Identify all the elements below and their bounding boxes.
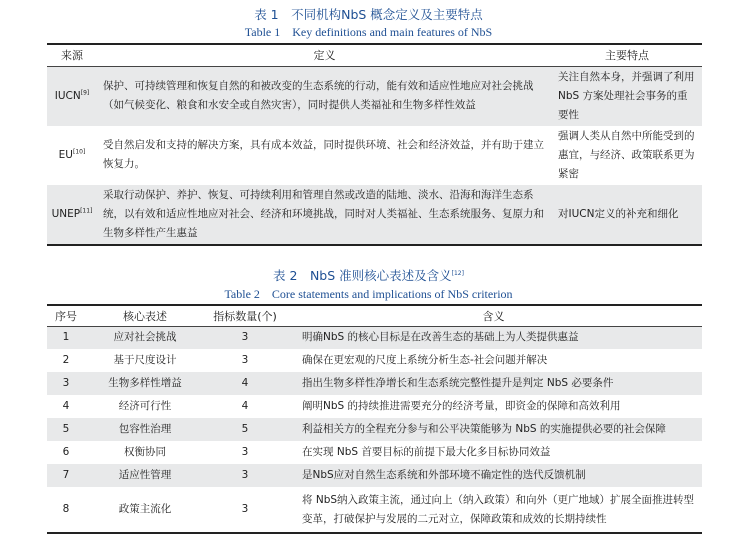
table2-count: 5: [205, 418, 285, 441]
table2-header-meaning: 含义: [285, 305, 702, 326]
table2-no: 6: [62, 446, 70, 458]
table2-no: 1: [47, 326, 85, 349]
table1-row: [47, 126, 702, 185]
table1-caption-cn: 表 1 不同机构NbS 概念定义及主要特点: [254, 7, 483, 22]
table1-source: UNEP: [51, 207, 81, 220]
table2-caption-cn: [0, 266, 737, 284]
table2-no: 3: [47, 372, 85, 395]
table2-count: 3: [205, 326, 285, 349]
table2-statement: 应对社会挑战: [85, 326, 205, 349]
table2-meaning: 确保在更宏观的尺度上系统分析生态-社会问题并解决: [302, 354, 548, 366]
table1-source-cell: [47, 185, 97, 245]
table1-header-source: 来源: [47, 44, 97, 66]
table1-header-feature: 主要特点: [552, 44, 702, 66]
table1-source-cell: [47, 66, 97, 126]
table1-row: [47, 66, 702, 126]
table2-statement: 生物多样性增益: [85, 372, 205, 395]
table2-no: 5: [47, 418, 85, 441]
table2-caption-text: 表 2 NbS 准则核心表述及含义: [273, 268, 452, 283]
table2-count: 3: [205, 464, 285, 487]
table2-count: 4: [241, 400, 249, 412]
table1-ref: [11]: [80, 207, 93, 214]
table1-feature: 对IUCN定义的补充和细化: [552, 185, 702, 245]
table2-count: 3: [241, 446, 249, 458]
table2-row: [47, 418, 702, 441]
table2-header-statement: 核心表述: [85, 305, 205, 326]
table2-count: 3: [241, 354, 249, 366]
table1-source-cell: [47, 126, 97, 185]
table1: [47, 43, 702, 246]
table1-caption-en: Table 1 Key definitions and main features of NbS: [244, 25, 493, 39]
table2-caption-en: Table 2 Core statements and implications of NbS criterion: [224, 287, 513, 301]
table2-header-no: 序号: [47, 305, 85, 326]
table2-count: 3: [241, 503, 249, 515]
table2-count: 4: [205, 372, 285, 395]
table1-feature: 强调人类从自然中所能受到的惠宜，与经济、政策联系更为紧密: [558, 129, 695, 180]
table2-row: [47, 372, 702, 395]
table1-definition: 采取行动保护、养护、恢复、可持续利用和管理自然或改造的陆地、淡水、沿海和海洋生态系统，以有效和适应性地应对社会、经济和环境挑战，同时对人类福祉、生态系统服务、复原力和生物多样性产生惠益: [97, 185, 552, 245]
table2-statement: 包容性治理: [85, 418, 205, 441]
table1-ref: [10]: [73, 148, 86, 155]
table2-statement: 经济可行性: [118, 400, 172, 412]
table2-meaning: 在实现 NbS 首要目标的前提下最大化多目标协同效益: [302, 446, 551, 458]
table2-caption-ref: [12]: [451, 269, 464, 277]
table1-row: [47, 185, 702, 245]
table2-statement: 权衡协同: [124, 446, 166, 458]
table2-row: [47, 487, 702, 533]
table2-row: [47, 326, 702, 349]
table2-meaning: 明确NbS 的核心目标是在改善生态的基础上为人类提供惠益: [285, 326, 702, 349]
table2-header-count: 指标数量(个): [205, 305, 285, 326]
table2-meaning: 指出生物多样性净增长和生态系统完整性提升是判定 NbS 必要条件: [285, 372, 702, 395]
table2-row: [47, 395, 702, 418]
table2-statement: 政策主流化: [118, 503, 172, 515]
table1-ref: [9]: [80, 89, 90, 96]
table2-meaning: 将 NbS纳入政策主流，通过向上（纳入政策）和向外（更广地域）扩展全面推进转型变革，打破保护与发展的二元对立，保障政策和成效的长期持续性: [302, 493, 695, 525]
table2-row: [47, 441, 702, 464]
table2-statement: 适应性管理: [85, 464, 205, 487]
table2-meaning: 是NbS应对自然生态系统和外部环境不确定性的迭代反馈机制: [285, 464, 702, 487]
table1-feature: 关注自然本身，并强调了利用NbS 方案处理社会事务的重要性: [552, 66, 702, 126]
table2-meaning: 利益相关方的全程充分参与和公平决策能够为 NbS 的实施提供必要的社会保障: [285, 418, 702, 441]
table1-source: EU: [58, 148, 73, 161]
table2-row: [47, 349, 702, 372]
table1-source: IUCN: [54, 89, 81, 102]
table2-no: 8: [62, 503, 70, 515]
table2-no: 4: [62, 400, 70, 412]
table2-no: 2: [62, 354, 70, 366]
table2-row: [47, 464, 702, 487]
table2-meaning: 阐明NbS 的持续推进需要充分的经济考量，即资金的保障和高效利用: [302, 400, 621, 412]
table2: [47, 304, 702, 534]
table1-definition: 保护、可持续管理和恢复自然的和被改变的生态系统的行动，能有效和适应性地应对社会挑战（如气候变化、粮食和水安全或自然灾害），同时提供人类福祉和生物多样性效益: [97, 66, 552, 126]
table2-no: 7: [47, 464, 85, 487]
table1-header-definition: 定义: [97, 44, 552, 66]
table2-statement: 基于尺度设计: [113, 354, 177, 366]
table1-definition: 受自然启发和支持的解决方案，具有成本效益，同时提供环境、社会和经济效益，并有助于建立恢复力。: [103, 139, 544, 170]
